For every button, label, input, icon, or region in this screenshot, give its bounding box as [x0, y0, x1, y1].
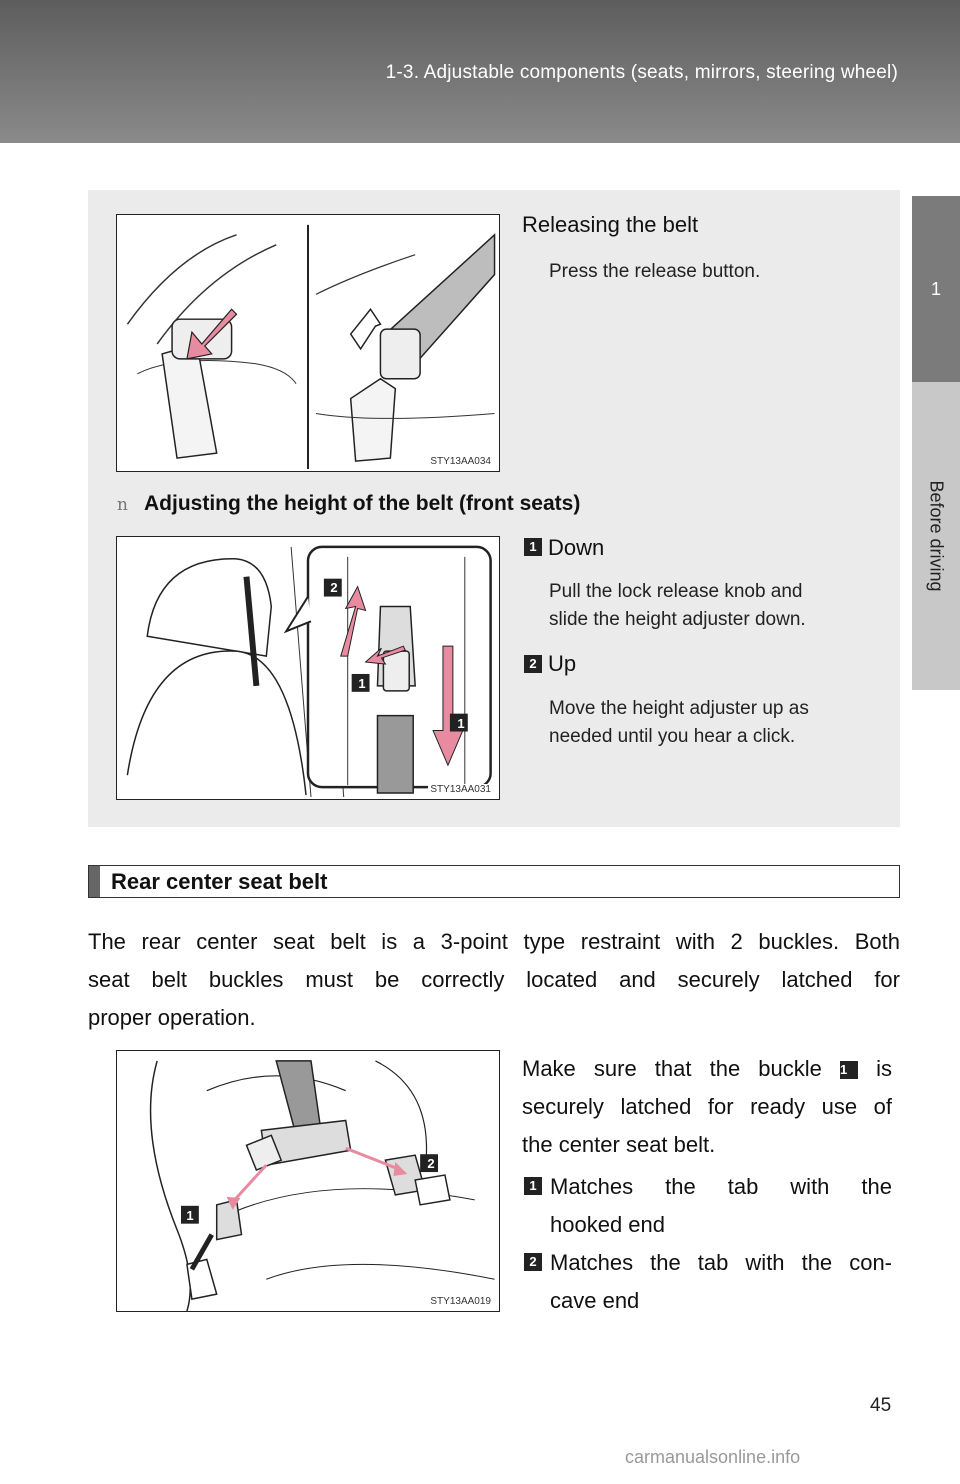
figure-code: STY13AA034	[430, 456, 491, 467]
down-title: Down	[548, 535, 605, 560]
rear-item1-line1: Matches the tab with the	[550, 1174, 892, 1199]
step-number-badge	[524, 538, 542, 556]
rear-center-belt-illustration	[116, 1050, 500, 1312]
make-sure-line1	[522, 1050, 892, 1088]
releasing-title: Releasing the belt	[522, 212, 699, 237]
chapter-number-tab: 1	[912, 196, 960, 382]
step-number: 1	[524, 538, 542, 556]
page-number: 45	[870, 1395, 892, 1416]
down-text-line1: Pull the lock release knob and	[549, 581, 803, 602]
figure-label: 1	[457, 716, 465, 731]
rear-item1-line2: hooked end	[550, 1212, 665, 1237]
down-text-line2: slide the height adjuster down.	[549, 609, 806, 630]
height-adjuster-illustration	[116, 536, 500, 800]
figure-label: 2	[330, 580, 338, 595]
rear-item2-line2: cave end	[550, 1288, 640, 1313]
step-number: 1	[524, 1177, 542, 1195]
header-title: 1-3. Adjustable components (seats, mirrors, steering wheel)	[385, 62, 898, 83]
step-number-badge	[524, 1177, 542, 1195]
page-header	[0, 0, 960, 143]
watermark: carmanualsonline.info	[625, 1447, 801, 1467]
releasing-text: Press the release button.	[549, 261, 761, 282]
up-title: Up	[548, 651, 577, 676]
figure-code: STY13AA019	[430, 1296, 491, 1307]
step-number-badge	[524, 655, 542, 673]
section-heading-accent	[89, 866, 100, 897]
figure-label: 1	[358, 676, 366, 691]
figure-code: STY13AA031	[430, 784, 491, 795]
up-text-line1: Move the height adjuster up as	[549, 698, 809, 719]
up-text-line2: needed until you hear a click.	[549, 726, 796, 747]
rear-center-para-line1: The rear center seat belt is a 3-point type restraint with 2 buckles. Both	[88, 929, 900, 954]
make-sure-text-b: is	[876, 1056, 892, 1081]
rear-center-para-line2: seat belt buckles must be correctly located and securely latched for	[88, 967, 900, 992]
step-number: 2	[524, 1253, 542, 1271]
rear-center-para-line3: proper operation.	[88, 1005, 256, 1030]
make-sure-line3: the center seat belt.	[522, 1132, 716, 1157]
height-adjuster-drawing	[117, 537, 499, 799]
rear-center-belt-drawing	[117, 1051, 499, 1311]
rear-item2-line1: Matches the tab with the con-	[550, 1250, 892, 1275]
bullet-marker: n	[117, 495, 128, 515]
height-section-title: Adjusting the height of the belt (front seats)	[144, 492, 581, 515]
make-sure-text-a: Make sure that the buckle	[522, 1056, 822, 1081]
step-number-badge	[524, 1253, 542, 1271]
section-heading-bar	[88, 865, 900, 898]
step-number: 2	[524, 655, 542, 673]
chapter-label: Before driving	[926, 480, 947, 592]
figure-label: 1	[186, 1208, 194, 1223]
make-sure-line2: securely latched for ready use of	[522, 1094, 892, 1119]
section-heading: Rear center seat belt	[111, 869, 328, 894]
chapter-label-tab	[912, 382, 960, 690]
buckle-number: 1	[840, 1061, 858, 1079]
release-belt-illustration	[116, 214, 500, 472]
figure-label: 2	[427, 1156, 435, 1171]
release-belt-drawing	[117, 215, 499, 471]
